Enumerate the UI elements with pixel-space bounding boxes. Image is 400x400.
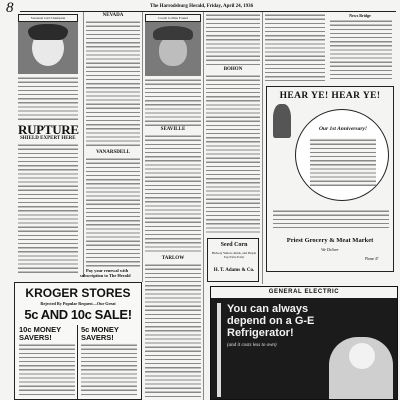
kroger-subtitle: Rejected By Popular Request—Our Great — [40, 301, 116, 306]
subscribe-line: Pay your renewal with — [86, 268, 129, 273]
bohon-heading: BOHON — [223, 67, 243, 72]
grocery-ad-text — [273, 209, 389, 231]
ge-refrigerator-ad — [210, 286, 398, 400]
rupture-headline: RUPTURE — [18, 122, 79, 137]
town-crier-figure — [273, 104, 291, 138]
col4-top-article-text — [206, 13, 260, 65]
col5-left-article-text — [265, 13, 325, 81]
kroger-5c-label: 5c MONEY SAVERS! — [81, 325, 119, 342]
photo-caption-box: Sweetest Girl Champion — [18, 14, 78, 22]
masthead-title: The Harrodsburg Herald, Friday, April 24, 1936 — [150, 4, 254, 9]
coach-article-text — [145, 78, 201, 126]
tarlow-article-text — [145, 263, 201, 399]
girl-portrait-photo — [18, 22, 78, 74]
seed-company-name: H. T. Adams & Co. — [213, 268, 255, 273]
ge-side-strip — [217, 303, 221, 397]
news-bridge-text — [330, 19, 392, 81]
grocery-name: Priest Grocery & Meat Market — [286, 237, 374, 244]
coach-cap-shape — [153, 26, 193, 40]
kroger-10c-label: 10c MONEY SAVERS! — [19, 325, 61, 342]
seaville-heading: SEAVILLE — [160, 127, 186, 132]
tarlow-heading: TARLOW — [161, 256, 185, 261]
masthead-rule — [20, 11, 396, 12]
anniversary-scroll — [295, 109, 389, 201]
ge-subline: (and it costs less to own) — [227, 343, 277, 348]
rupture-article-text — [18, 143, 78, 275]
anniversary-text — [310, 138, 376, 186]
page-number: 8 — [6, 0, 14, 16]
nevada-article-text — [86, 20, 140, 148]
grocery-subtitle: We Deliver — [321, 247, 339, 252]
seed-corn-heading: Seed Corn — [220, 242, 248, 248]
priest-grocery-ad — [266, 86, 394, 272]
coach-caption-box: Coach Collins Found — [145, 14, 201, 22]
vanarsdell-heading: VANARSDELL — [96, 150, 130, 155]
seed-corn-body: Hickory Yellow, Reids, and Purple Top Extra Early — [211, 251, 257, 259]
kroger-ad — [14, 282, 142, 400]
bohon-article-text — [206, 74, 260, 234]
column-divider — [262, 12, 263, 284]
nevada-heading: NEVADA — [102, 13, 124, 18]
child-face-shape — [349, 343, 375, 369]
kroger-title: KROGER STORES — [25, 286, 131, 300]
coach-portrait-photo — [145, 22, 201, 76]
hear-ye-heading: HEAR YE! HEAR YE! — [279, 91, 381, 101]
kroger-divider — [77, 325, 78, 399]
column-divider — [142, 12, 143, 282]
ge-banner — [211, 287, 397, 298]
kroger-sale-headline: 5c AND 10c SALE! — [24, 307, 132, 322]
column-divider — [83, 12, 84, 277]
coach-face-shape — [159, 36, 187, 66]
column-divider — [203, 12, 204, 400]
rupture-subheadline: SHIELD EXPERT HERE — [20, 136, 76, 141]
subscribe-line-2: subscription to The Herald — [80, 273, 131, 278]
seaville-article-text — [145, 134, 201, 254]
kroger-10c-items — [19, 343, 75, 397]
girl-photo-text — [18, 76, 78, 120]
anniversary-line: Our 1st Anniversary! — [318, 126, 368, 132]
hair-shape — [28, 24, 68, 40]
kroger-5c-items — [81, 343, 137, 397]
ge-tagline: You can always depend on a G-E Refrigerator! — [227, 303, 315, 339]
child-illustration — [329, 337, 393, 399]
seed-corn-ad — [207, 238, 259, 282]
ge-brand: GENERAL ELECTRIC — [268, 289, 340, 295]
grocery-phone: Phone 47 — [365, 257, 379, 261]
news-bridge-heading: News Bridge — [349, 13, 371, 18]
vanarsdell-article-text — [86, 157, 140, 267]
